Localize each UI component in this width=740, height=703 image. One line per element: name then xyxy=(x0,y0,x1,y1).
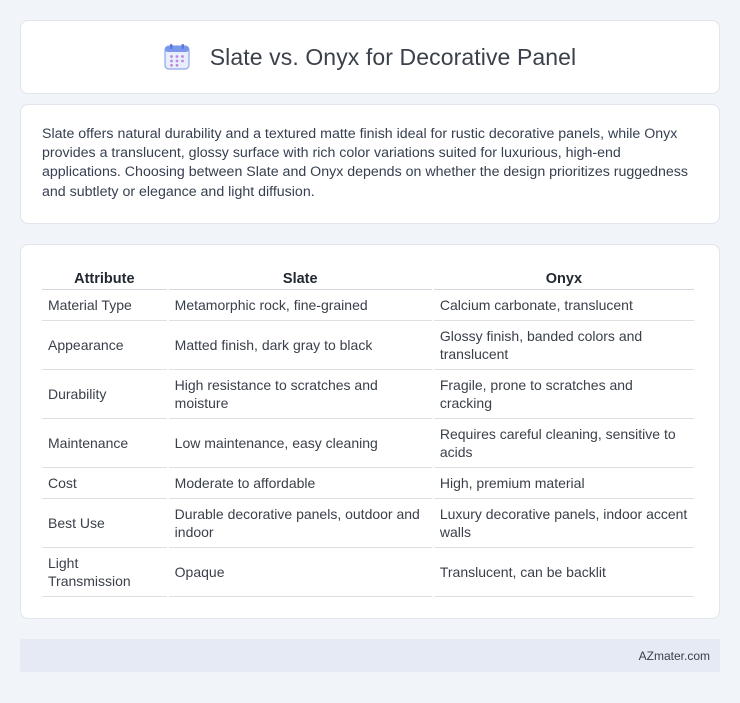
slate-cell: Matted finish, dark gray to black xyxy=(169,321,432,370)
attribute-cell: Maintenance xyxy=(42,419,167,468)
slate-cell: Moderate to affordable xyxy=(169,468,432,499)
slate-cell: High resistance to scratches and moisture xyxy=(169,370,432,419)
header-onyx: Onyx xyxy=(434,266,694,290)
onyx-cell: Requires careful cleaning, sensitive to acids xyxy=(434,419,694,468)
slate-cell: Durable decorative panels, outdoor and indoor xyxy=(169,499,432,548)
table-row xyxy=(42,499,694,548)
onyx-cell: Luxury decorative panels, indoor accent walls xyxy=(434,499,694,548)
comparison-table-card xyxy=(20,244,720,619)
onyx-cell: Glossy finish, banded colors and translucent xyxy=(434,321,694,370)
slate-cell: Opaque xyxy=(169,548,432,597)
title-group xyxy=(164,44,577,71)
table-row xyxy=(42,290,694,321)
onyx-cell: Translucent, can be backlit xyxy=(434,548,694,597)
header-slate: Slate xyxy=(169,266,432,290)
table-row xyxy=(42,370,694,419)
onyx-cell: Fragile, prone to scratches and cracking xyxy=(434,370,694,419)
description-text: Slate offers natural durability and a textured matte finish ideal for rustic decorative panels, while Onyx provides a translucent, glossy surface with rich color variations suited for luxurious, high-end applications. Choosing between Slate and Onyx depends on whether the design prioritizes ruggedness and subtlety or elegance and light diffusion. xyxy=(42,126,688,200)
slate-cell: Metamorphic rock, fine-grained xyxy=(169,290,432,321)
description-card xyxy=(20,104,720,224)
title-card xyxy=(20,20,720,94)
calendar-icon xyxy=(164,44,190,70)
attribute-cell: Durability xyxy=(42,370,167,419)
page-title: Slate vs. Onyx for Decorative Panel xyxy=(209,43,577,70)
attribute-cell: Best Use xyxy=(42,499,167,548)
table-row xyxy=(42,468,694,499)
table-header-row xyxy=(42,266,694,290)
attribute-cell: Appearance xyxy=(42,321,167,370)
attribute-cell: Light Transmission xyxy=(42,548,167,597)
header-attribute: Attribute xyxy=(42,266,167,290)
onyx-cell: Calcium carbonate, translucent xyxy=(434,290,694,321)
table-row xyxy=(42,548,694,597)
footer-site-link[interactable]: AZmater.com xyxy=(638,648,710,663)
table-row xyxy=(42,419,694,468)
footer xyxy=(20,639,720,672)
onyx-cell: High, premium material xyxy=(434,468,694,499)
table-row xyxy=(42,321,694,370)
attribute-cell: Cost xyxy=(42,468,167,499)
comparison-table xyxy=(40,266,696,597)
slate-cell: Low maintenance, easy cleaning xyxy=(169,419,432,468)
attribute-cell: Material Type xyxy=(42,290,167,321)
